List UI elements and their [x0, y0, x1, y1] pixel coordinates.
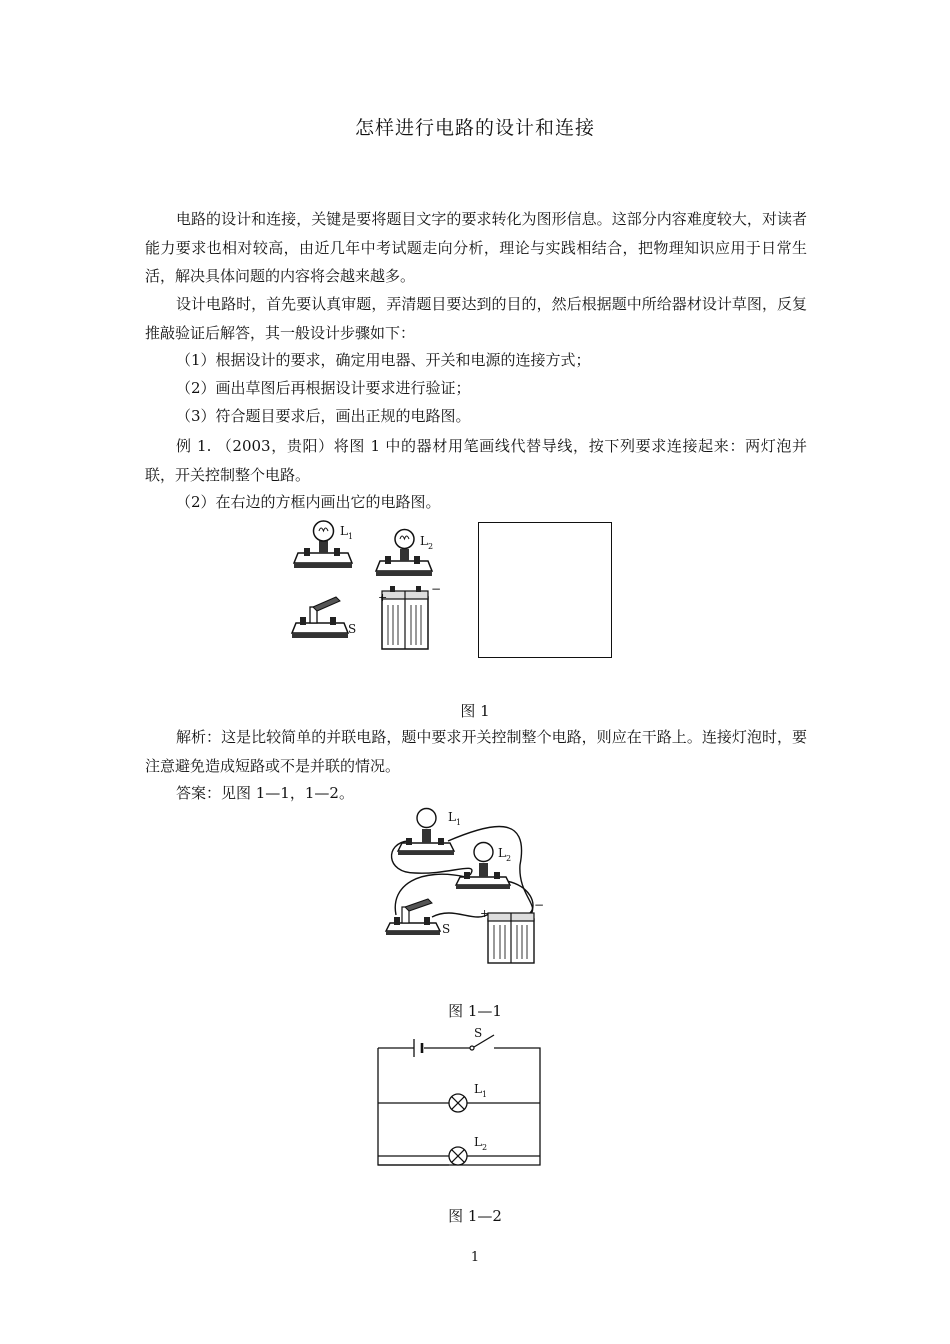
label-minus: −	[534, 898, 545, 912]
answer-line: 答案：见图 1—1，1—2。	[176, 784, 354, 802]
connecting-wires	[392, 826, 533, 917]
label-l1-sub: 1	[456, 818, 462, 827]
step-2: （2）画出草图后再根据设计要求进行验证；	[176, 379, 471, 397]
lamp-l2-symbol	[449, 1147, 467, 1165]
label-l1-sub: 1	[482, 1090, 488, 1099]
label-l2-sub: 2	[482, 1143, 488, 1152]
analysis-paragraph: 解析：这是比较简单的并联电路，题中要求开关控制整个电路，则应在干路上。连接灯泡时，要注意避免造成短路或不是并联的情况。	[145, 728, 807, 775]
label-switch: S	[474, 1026, 483, 1040]
label-l2-sub: 2	[428, 542, 434, 551]
caption-fig1-1: 图 1—1	[448, 1002, 502, 1020]
label-l1: L	[474, 1082, 482, 1096]
lamp-l1-symbol	[449, 1094, 467, 1112]
page-title: 怎样进行电路的设计和连接	[354, 117, 595, 139]
battery-icon	[488, 913, 534, 963]
label-plus: +	[378, 591, 388, 604]
lamp-l1-icon	[398, 809, 454, 856]
figure-1-2-circuit	[370, 1025, 550, 1170]
caption-fig1-2: 图 1—2	[448, 1207, 502, 1225]
label-l1: L	[340, 524, 348, 538]
label-minus: −	[431, 582, 442, 596]
switch-icon	[292, 597, 348, 638]
label-l2: L	[498, 846, 506, 860]
label-l2: L	[474, 1135, 482, 1149]
battery-icon	[382, 586, 428, 649]
label-plus: +	[480, 907, 490, 920]
figure-1-1-wiring	[380, 805, 560, 970]
battery-symbol	[414, 1039, 422, 1057]
figure-1-components	[290, 515, 450, 655]
answer-drawing-box	[478, 522, 612, 658]
intro-paragraph: 电路的设计和连接，关键是要将题目文字的要求转化为图形信息。这部分内容难度较大，对读者能力要求也相对较高，由近几年中考试题走向分析，理论与实践相结合，把物理知识应用于日常生活，解决具体问题的内容将会越来越多。	[145, 210, 807, 285]
label-l1: L	[448, 810, 456, 824]
step-3: （3）符合题目要求后，画出正规的电路图。	[176, 407, 471, 425]
example-part2: （2）在右边的方框内画出它的电路图。	[176, 493, 441, 511]
caption-fig1: 图 1	[460, 702, 490, 720]
label-l1-sub: 1	[348, 532, 354, 541]
design-paragraph: 设计电路时，首先要认真审题，弄清题目要达到的目的，然后根据题中所给器材设计草图，反复推敲验证后解答，其一般设计步骤如下：	[145, 295, 807, 342]
label-l2-sub: 2	[506, 854, 512, 863]
page-number: 1	[470, 1250, 480, 1265]
label-l2: L	[420, 534, 428, 548]
example-paragraph: 例 1. （2003，贵阳）将图 1 中的器材用笔画线代替导线，按下列要求连接起来：两灯泡并联，开关控制整个电路。	[145, 437, 807, 484]
switch-icon	[386, 899, 440, 935]
label-switch: S	[348, 622, 357, 636]
step-1: （1）根据设计的要求，确定用电器、开关和电源的连接方式；	[176, 351, 591, 369]
label-switch: S	[442, 922, 451, 936]
